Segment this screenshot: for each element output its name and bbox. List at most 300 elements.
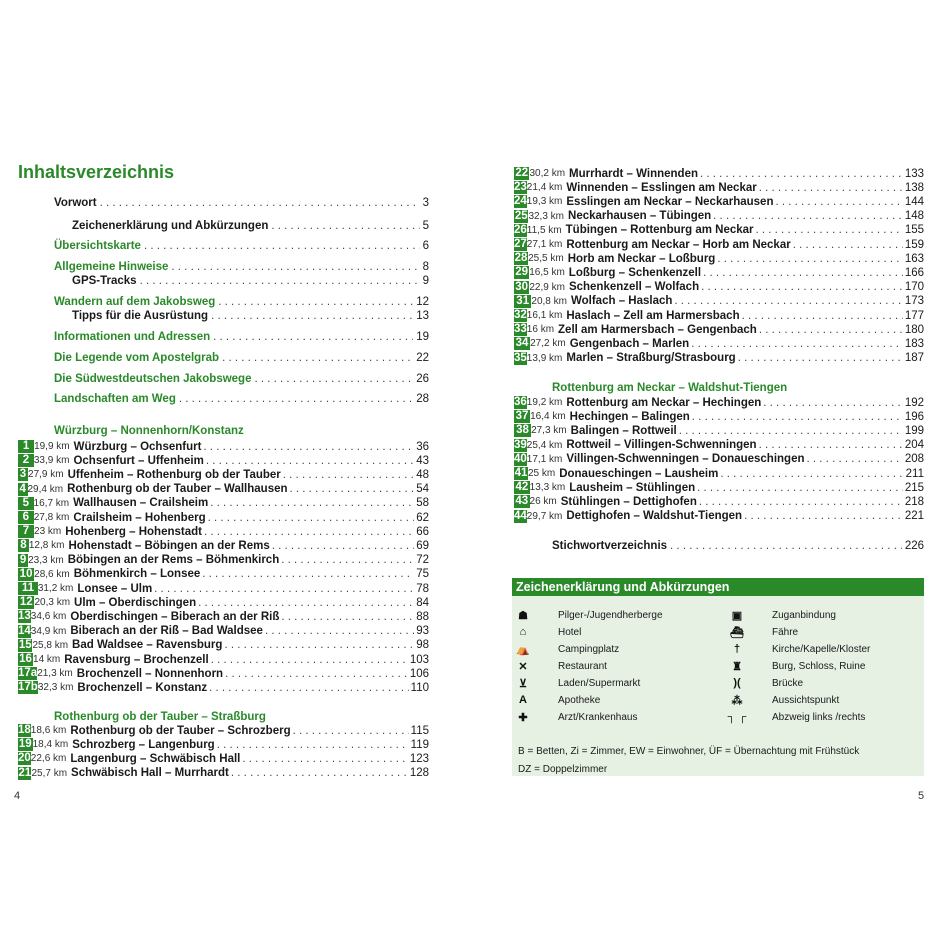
stage-number: 22 [515,167,529,179]
leader-dots [759,182,903,194]
stage-row[interactable] [18,738,429,751]
toc-entry[interactable] [72,275,429,287]
stage-distance: 21,3 km [37,668,73,680]
stage-distance: 33,9 km [33,455,70,467]
stage-route: Horb am Neckar – Loßburg [567,252,716,265]
stage-route: Würzburg – Ochsenfurt [73,440,202,453]
stage-row[interactable] [18,681,429,694]
legend-label: Pilger-/Jugendherberge [558,609,663,621]
toc-entry[interactable] [54,197,429,209]
toc-label: Landschaften am Weg [54,393,176,405]
stage-route: Winnenden – Esslingen am Neckar [566,181,757,194]
stage-route: Ochsenfurt – Uffenheim [73,454,204,467]
toc-entry-index[interactable] [552,540,924,552]
toc-page: 8 [422,261,429,273]
leader-dots [254,373,413,385]
stage-page: 78 [416,582,429,595]
leader-dots [697,482,903,494]
leader-dots [202,568,414,580]
stage-route: Rottenburg am Neckar – Hechingen [566,396,762,409]
toc-label: Wandern auf dem Jakobsweg [54,296,216,308]
legend-item [516,676,640,690]
stage-distance: 14 km [33,654,61,665]
legend-label: Restaurant [558,660,607,672]
toc-entry[interactable] [72,310,429,322]
stage-page: 66 [416,525,429,538]
stage-distance: 25,8 km [32,639,69,651]
toc-page: 19 [416,331,429,343]
stage-row[interactable] [18,497,429,510]
stage-distance: 25,4 km [526,439,563,451]
stage-distance: 23,3 km [28,554,64,566]
legend-item [730,625,798,639]
stage-row[interactable] [514,281,924,294]
stage-number: 9 [19,553,27,566]
stage-route: Hechingen – Balingen [569,410,690,423]
stage-route: Marlen – Straßburg/Strasbourg [566,352,736,365]
legend-label: Arzt/Krankenhaus [558,711,638,723]
leader-dots [290,483,415,495]
stage-number: 29 [515,266,528,279]
stage-route: Ravensburg – Brochenzell [64,653,209,666]
stage-distance: 16 km [526,324,555,336]
stage-row[interactable] [514,195,924,208]
leader-dots [713,210,903,222]
stage-route: Villingen-Schwenningen – Donaueschingen [566,453,805,466]
leader-dots [217,739,409,751]
stage-number: 27 [514,238,527,250]
stage-distance: 27,8 km [33,512,70,523]
stage-row[interactable] [514,510,924,523]
stage-route: Brochenzell – Nonnenhorn [76,667,224,680]
leader-dots [700,168,903,180]
stage-distance: 16,7 km [33,497,70,509]
stage-route: Schwäbisch Hall – Murrhardt [71,767,229,780]
stage-route: Lausheim – Stühlingen [569,481,696,494]
leader-dots [210,497,414,509]
stage-page: 208 [904,453,924,466]
church-icon: † [733,643,741,655]
stage-page: 163 [904,252,924,265]
stage-number: 25 [514,209,528,222]
stage-distance: 18,4 km [32,739,69,751]
castle-icon: ♜ [732,660,742,673]
leader-dots [742,310,903,322]
leader-dots [699,496,903,508]
leader-dots [775,196,902,208]
leader-dots [242,753,407,765]
stage-row[interactable] [18,582,429,595]
toc-page: 3 [422,197,429,209]
stage-distance: 11,5 km [526,224,562,236]
stage-route: Esslingen am Neckar – Neckarhausen [566,195,774,208]
stage-page: 75 [416,568,429,581]
stage-row[interactable] [514,424,924,437]
toc-entry[interactable] [54,352,429,364]
stage-page: 221 [904,510,924,523]
stage-page: 98 [416,639,429,652]
stage-route: Loßburg – Schenkenzell [568,266,702,279]
stage-number: 4 [19,482,26,495]
stage-distance: 29,4 km [27,483,64,495]
stage-page: 187 [904,352,924,365]
stage-distance: 17,1 km [526,453,563,465]
stage-route: Rothenburg ob der Tauber – Schrozberg [70,724,291,737]
stage-route: Uffenheim – Rothenburg ob der Tauber [67,468,281,481]
toc-page: 12 [416,296,429,308]
stage-row[interactable] [18,554,429,567]
stage-row[interactable] [514,167,924,180]
leader-dots [701,281,903,293]
toc-page: 226 [904,540,924,552]
stage-number: 42 [515,481,529,494]
toc-entry[interactable] [54,240,429,252]
stage-row[interactable] [18,653,429,666]
leader-dots [759,439,903,451]
stage-row[interactable] [514,410,924,423]
toc-page: 28 [416,393,429,405]
toc-page: 22 [416,352,429,364]
campsite-icon: ⛺ [516,643,530,656]
leader-dots [744,510,903,522]
toc-label: Die Südwestdeutschen Jakobswege [54,373,252,385]
right-page [472,0,944,944]
stage-route: Stühlingen – Dettighofen [560,495,697,508]
stage-number: 43 [515,495,529,508]
toc-label: Übersichtskarte [54,240,141,252]
stage-number: 34 [515,337,529,350]
stage-row[interactable] [18,454,429,467]
stage-route: Crailsheim – Hohenberg [73,511,206,524]
stage-distance: 19,9 km [34,441,70,452]
stage-number: 5 [18,497,34,510]
page-title: Inhaltsverzeichnis [18,162,175,182]
stage-row[interactable] [514,337,924,350]
toc-entry[interactable] [72,220,429,232]
stage-row[interactable] [18,539,429,552]
stage-route: Rothenburg ob der Tauber – Wallhausen [67,483,288,496]
stage-row[interactable] [18,752,429,765]
stage-distance: 12,8 km [28,540,65,552]
stage-row[interactable] [18,483,429,496]
stage-route: Ulm – Oberdischingen [74,596,197,609]
leader-dots [225,668,408,680]
stage-row[interactable] [18,724,429,737]
stage-distance: 31,2 km [37,583,74,594]
leader-dots [204,526,414,538]
stage-distance: 32,3 km [37,682,74,694]
legend-item [730,693,839,707]
stage-route: Schenkenzell – Wolfach [568,281,700,294]
doctor-icon: ✚ [518,711,528,724]
stage-number: 21 [18,766,32,779]
leader-dots [154,583,414,595]
toc-label: GPS-Tracks [72,275,137,287]
legend-item [516,625,581,639]
stage-row[interactable] [514,224,924,237]
ferry-icon: ⛴ [730,626,744,639]
stage-number: 37 [515,410,529,423]
toc-page: 26 [416,373,429,385]
legend-label: Apotheke [558,694,601,706]
stage-page: 199 [904,424,924,437]
stage-distance: 16,5 km [529,267,565,279]
stage-row[interactable] [18,468,429,481]
stage-route: Schrozberg – Langenburg [72,738,215,751]
legend-item [516,710,638,724]
stage-route: Gengenbach – Marlen [569,337,690,350]
toc-label: Zeichenerklärung und Abkürzungen [72,220,269,232]
legend-item [516,608,663,622]
stage-row[interactable] [514,210,924,223]
legend-label: Kirche/Kapelle/Kloster [772,643,871,655]
stage-page: 48 [416,468,429,481]
leader-dots [293,725,409,737]
toc-entry[interactable] [54,331,429,343]
stage-route: Wolfach – Haslach [570,295,673,308]
stage-number: 20 [18,752,31,765]
stage-page: 204 [904,439,924,452]
stage-number: 3 [19,468,27,481]
stage-page: 192 [904,396,924,409]
shop-icon: ⊻ [518,677,528,690]
stage-row[interactable] [18,767,429,780]
bridge-icon: )( [733,677,741,689]
leader-dots [211,310,413,322]
legend-label: Laden/Supermarkt [558,677,641,689]
stage-number: 12 [19,596,33,609]
leader-dots [692,411,903,423]
stage-page: 115 [410,724,429,737]
legend-label: Burg, Schloss, Ruine [772,660,866,672]
legend-label: Campingplatz [558,643,620,655]
stage-row[interactable] [18,511,429,524]
stage-number: 31 [514,295,531,308]
legend-item [730,608,836,622]
stage-row[interactable] [18,440,429,453]
leader-dots [759,324,903,336]
leader-dots [144,240,420,252]
stage-page: 133 [904,167,924,180]
stage-page: 54 [416,483,429,496]
stage-number: 40 [514,452,527,465]
leader-dots [179,393,413,405]
leader-dots [218,296,413,308]
turn-icon: ┐ ┌ [727,711,747,723]
stage-row[interactable] [18,568,429,581]
toc-entry[interactable] [54,296,429,308]
stage-distance: 16,1 km [526,310,563,321]
stage-page: 84 [416,596,429,609]
legend-box [512,578,924,776]
stage-row[interactable] [18,525,429,538]
leader-dots [281,611,414,623]
stage-page: 128 [409,767,429,780]
stage-row[interactable] [514,467,924,480]
stage-row[interactable] [18,596,429,609]
stage-distance: 19,2 km [526,397,563,408]
legend-label: Aussichtspunkt [772,694,840,706]
stage-row[interactable] [514,495,924,508]
stage-page: 103 [409,653,429,666]
stage-route: Biberach an der Riß – Bad Waldsee [70,625,263,638]
stage-row[interactable] [514,238,924,251]
stage-page: 215 [904,481,924,494]
stage-number: 30 [515,280,529,293]
stage-row[interactable] [514,252,924,265]
stage-distance: 22,6 km [30,753,67,765]
leader-dots [224,639,414,651]
stage-page: 43 [416,454,429,467]
stage-number: 39 [514,438,527,451]
stage-row[interactable] [18,639,429,652]
toc-page: 13 [416,310,429,322]
stage-number: 32 [514,309,527,321]
stage-number: 16 [19,653,32,665]
stage-number: 41 [514,467,528,479]
legend-note-abbrev: B = Betten, Zi = Zimmer, EW = Einwohner, ÜF = Übernachtung mit Frühstück [518,746,860,757]
stage-distance: 18,6 km [30,725,67,736]
stage-row[interactable] [514,453,924,466]
toc-label: Tipps für die Ausrüstung [72,310,209,322]
train-icon: ▣ [731,609,743,622]
legend-label: Brücke [772,677,804,689]
pharmacy-icon: A [519,694,527,706]
stage-row[interactable] [514,352,924,365]
stage-row[interactable] [514,309,924,322]
section-heading-1: Würzburg – Nonnenhorn/Konstanz [54,425,244,437]
stage-distance: 27,3 km [531,425,567,437]
stage-number: 23 [514,181,527,194]
stage-distance: 30,2 km [529,168,566,179]
stage-route: Tübingen – Rottenburg am Neckar [565,224,754,237]
stage-distance: 21,4 km [526,182,563,194]
stage-row[interactable] [18,610,429,623]
toc-entry[interactable] [54,393,429,405]
stage-distance: 19,3 km [526,196,563,208]
page-number-left: 4 [14,790,21,802]
stage-page: 72 [416,554,429,567]
stage-page: 170 [904,281,924,294]
stage-route: Murrhardt – Winnenden [569,167,698,180]
stage-row[interactable] [514,396,924,409]
stage-row[interactable] [18,667,429,680]
leader-dots [213,331,413,343]
toc-label: Vorwort [54,197,97,209]
leader-dots [198,597,414,609]
stage-route: Neckarhausen – Tübingen [568,210,712,223]
stage-row[interactable] [514,481,924,494]
stage-row[interactable] [514,181,924,194]
leader-dots [717,253,902,265]
stage-number: 17a [18,667,38,680]
stage-route: Lonsee – Ulm [77,582,153,595]
leader-dots [679,425,903,437]
leader-dots [720,468,903,480]
stage-page: 166 [904,266,924,279]
toc-label: Die Legende vom Apostelgrab [54,352,220,364]
stage-page: 88 [416,610,429,623]
hotel-icon: ⌂ [519,626,527,638]
stage-number: 36 [514,396,527,408]
stage-route: Oberdischingen – Biberach an der Riß [70,610,280,623]
stage-number: 15 [18,638,32,651]
stage-number: 6 [18,511,34,524]
stage-page: 180 [904,323,924,336]
stage-page: 62 [416,511,429,524]
stage-number: 26 [514,223,527,236]
stage-page: 110 [410,681,429,694]
stage-page: 93 [416,625,429,638]
stage-page: 148 [904,210,924,223]
legend-item [516,659,607,673]
stage-number: 11 [18,582,38,595]
leader-dots [209,682,409,694]
stage-distance: 26 km [529,496,557,508]
viewpoint-icon: ⁂ [731,694,743,707]
stage-page: 144 [904,195,924,208]
stage-page: 159 [904,238,924,251]
legend-item [730,642,870,656]
leader-dots [738,352,903,364]
stage-route: Donaueschingen – Lausheim [559,467,719,480]
stage-number: 35 [514,351,527,364]
leader-dots [231,767,408,779]
stage-row[interactable] [514,439,924,452]
stage-page: 155 [904,224,924,237]
leader-dots [171,261,419,273]
leader-dots [281,554,414,566]
legend-label: Fähre [772,626,799,638]
leader-dots [807,453,903,465]
stage-route: Dettighofen – Waldshut-Tiengen [566,510,743,523]
stage-page: 177 [904,309,924,322]
stage-page: 58 [416,497,429,510]
section-heading-3: Rottenburg am Neckar – Waldshut-Tiengen [552,382,788,394]
leader-dots [211,654,408,666]
stage-distance: 20,8 km [531,295,567,307]
stage-row[interactable] [18,625,429,638]
legend-item [516,642,619,656]
leader-dots [100,197,420,209]
stage-page: 69 [416,539,429,552]
legend-label: Abzweig links /rechts [772,711,866,723]
legend-label: Zuganbindung [772,609,836,621]
stage-distance: 25 km [527,468,556,479]
stage-row[interactable] [514,295,924,308]
stage-row[interactable] [514,323,924,336]
stage-distance: 29,7 km [526,510,563,522]
toc-entry[interactable] [54,373,429,385]
stage-page: 196 [904,410,924,423]
stage-page: 211 [905,467,924,480]
stage-distance: 23 km [34,526,62,538]
stage-row[interactable] [514,266,924,279]
stage-number: 17b [18,681,38,694]
leader-dots [206,455,414,467]
stage-distance: 27,1 km [526,239,563,250]
stage-route: Bad Waldsee – Ravensburg [72,639,223,652]
stage-page: 36 [416,440,429,453]
legend-item [727,710,866,724]
stage-route: Balingen – Rottweil [570,424,677,437]
stage-distance: 22,9 km [529,281,565,293]
legend-label: Hotel [558,626,582,638]
toc-entry[interactable] [54,261,429,273]
stage-number: 19 [18,738,32,751]
stage-route: Wallhausen – Crailsheim [73,497,209,510]
toc-label: Stichwortverzeichnis [552,540,668,552]
